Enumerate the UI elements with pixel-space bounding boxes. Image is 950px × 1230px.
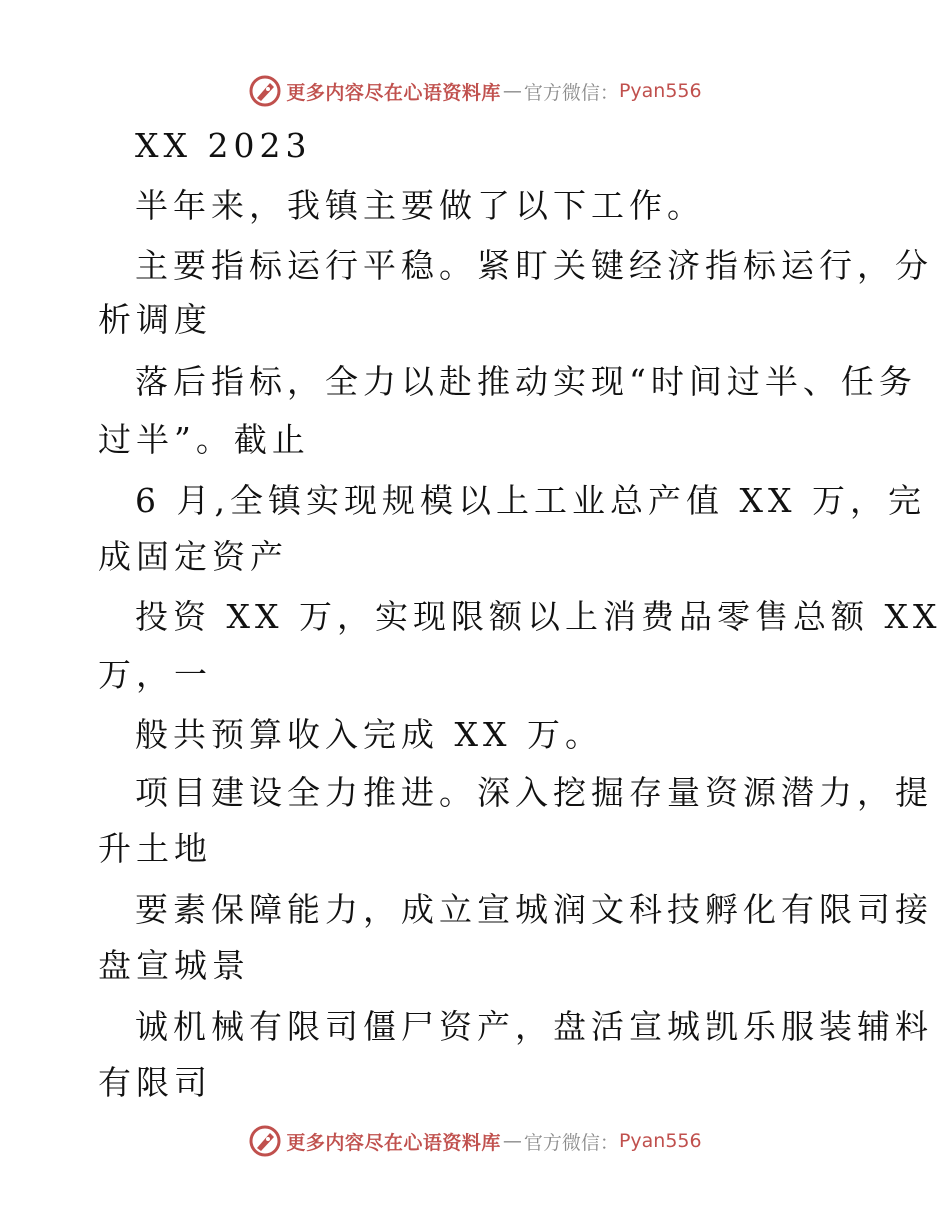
doc-line: 成固定资产 <box>98 537 288 576</box>
doc-line: 投资 XX 万，实现限额以上消费品零售总额 XX <box>135 597 942 636</box>
doc-line: 要素保障能力，成立宣城润文科技孵化有限司接 <box>135 890 933 929</box>
pen-nib-logo-icon <box>248 74 282 108</box>
doc-line: 落后指标，全力以赴推动实现“时间过半、任务 <box>135 362 917 401</box>
doc-line: 升土地 <box>98 829 212 868</box>
doc-line: 6 月,全镇实现规模以上工业总产值 XX 万，完 <box>135 481 926 520</box>
doc-line: 盘宣城景 <box>98 946 250 985</box>
doc-line: XX 2023 <box>135 126 312 165</box>
banner-wechat-id: Pyan556 <box>618 80 702 102</box>
doc-line: 万，一 <box>98 655 212 694</box>
banner-dash: — <box>502 1130 522 1152</box>
footer-watermark-banner <box>0 1121 950 1161</box>
doc-line: 析调度 <box>98 300 212 339</box>
doc-line: 主要指标运行平稳。紧盯关键经济指标运行，分 <box>135 246 933 285</box>
banner-wechat-label: 官方微信： <box>523 1131 619 1154</box>
banner-site-text: 更多内容尽在心语资料库 <box>286 1131 501 1154</box>
header-watermark-banner <box>0 71 950 111</box>
doc-line: 诚机械有限司僵尸资产，盘活宣城凯乐服装辅料 <box>135 1007 933 1046</box>
doc-line: 过半”。截止 <box>98 420 310 459</box>
pen-nib-logo-icon <box>248 1124 282 1158</box>
banner-wechat-id: Pyan556 <box>618 1130 702 1152</box>
doc-line: 半年来，我镇主要做了以下工作。 <box>135 186 705 225</box>
banner-wechat-label: 官方微信： <box>523 81 619 104</box>
doc-line: 有限司 <box>98 1063 212 1102</box>
doc-line: 般共预算收入完成 XX 万。 <box>135 715 603 754</box>
doc-line: 项目建设全力推进。深入挖掘存量资源潜力，提 <box>135 773 933 812</box>
banner-dash: — <box>502 80 522 102</box>
banner-site-text: 更多内容尽在心语资料库 <box>286 81 501 104</box>
